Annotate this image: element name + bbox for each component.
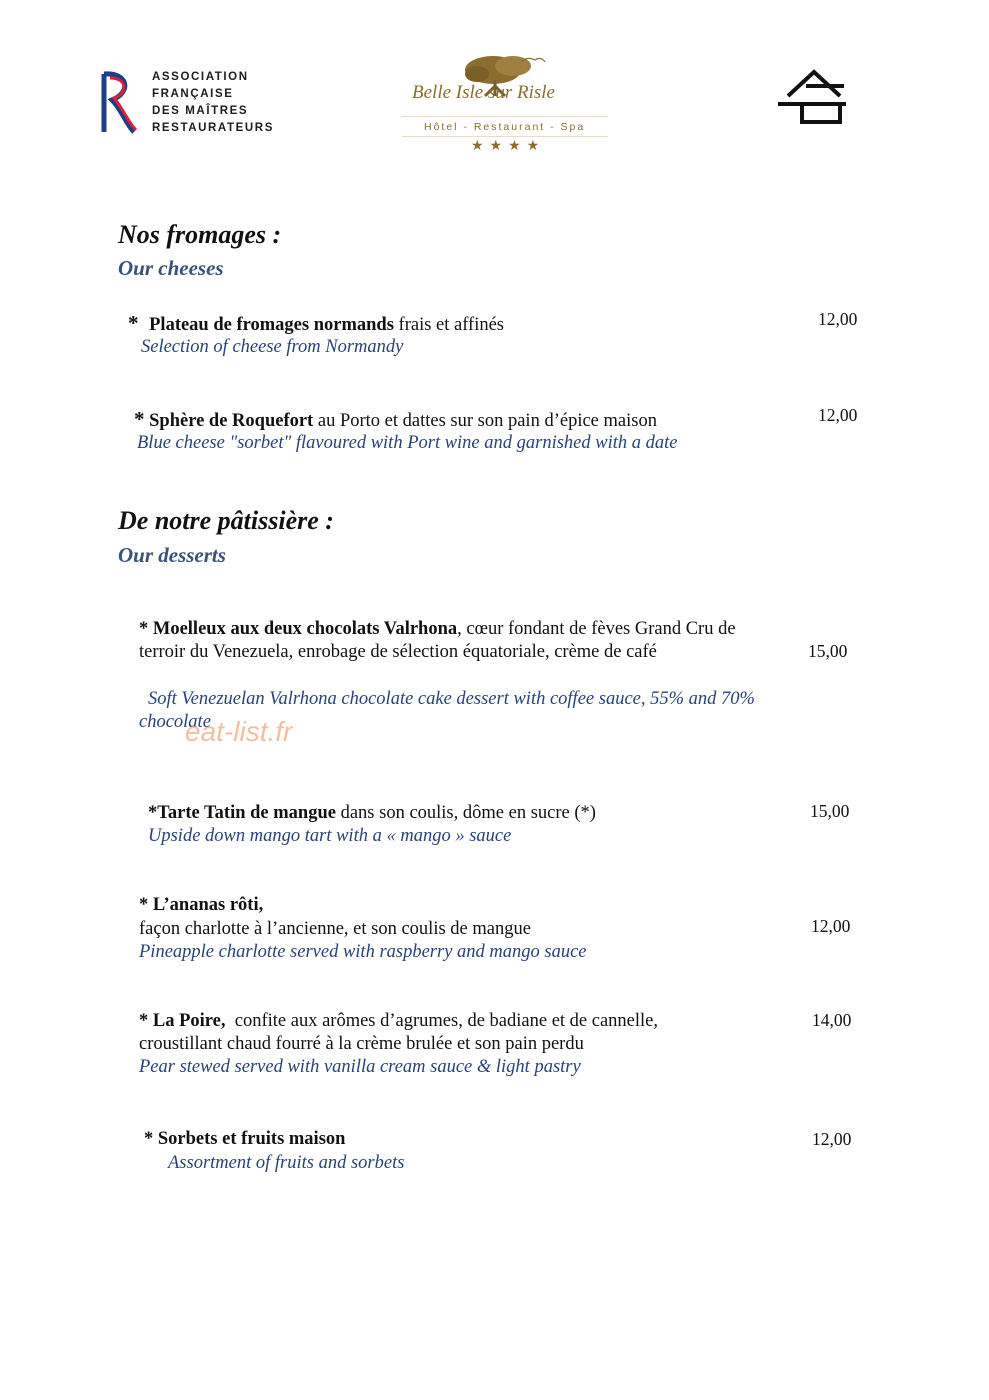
- item-name: Sphère de Roquefort: [149, 411, 314, 431]
- item-name: Plateau de fromages normands: [149, 315, 394, 335]
- association-line: RESTAURATEURS: [152, 122, 274, 134]
- section-title-desserts: De notre pâtissière :: [118, 506, 334, 535]
- belle-isle-logo: [400, 52, 610, 162]
- brand-divider: [402, 136, 608, 137]
- menu-item-poire: [139, 1010, 719, 1056]
- menu-item-moelleux: [139, 618, 771, 664]
- item-price: 14,00: [812, 1010, 852, 1030]
- item-english: Soft Venezuelan Valrhona chocolate cake dessert with coffee sauce, 55% and 70% chocolate: [139, 689, 755, 732]
- section-title-cheeses: Nos fromages :: [118, 220, 282, 249]
- item-english: Blue cheese "sorbet" flavoured with Port wine and garnished with a date: [137, 433, 678, 453]
- watermark: eat-list.fr: [185, 716, 293, 747]
- item-name: La Poire,: [152, 1011, 226, 1031]
- item-star: *: [134, 407, 145, 431]
- item-price: 12,00: [811, 916, 851, 936]
- menu-item-ananas: [139, 894, 263, 917]
- r-monogram-icon: [98, 70, 138, 136]
- item-star: *: [139, 895, 153, 915]
- association-line: FRANÇAISE: [152, 88, 234, 100]
- item-name: Sorbets et fruits maison: [157, 1129, 346, 1149]
- item-name: L’ananas rôti,: [152, 895, 264, 915]
- menu-item-plateau: [128, 312, 504, 337]
- item-description: façon charlotte à l’ancienne, et son coulis de mangue: [139, 919, 531, 939]
- item-description: confite aux arômes d’agrumes, de badiane et de cannelle, croustillant chaud fourré à la crème brulée et son pain perdu: [139, 1011, 663, 1054]
- item-english: Upside down mango tart with a « mango » sauce: [148, 826, 512, 846]
- item-star: *: [139, 619, 153, 639]
- item-english: Assortment of fruits and sorbets: [168, 1153, 405, 1173]
- house-icon: [776, 68, 848, 126]
- item-price: 12,00: [818, 309, 858, 329]
- item-star: *: [144, 1129, 158, 1149]
- item-description: dans son coulis, dôme en sucre (*): [335, 803, 596, 823]
- item-description: frais et affinés: [393, 315, 505, 335]
- brand-divider: [402, 116, 608, 117]
- item-price: 15,00: [810, 801, 850, 821]
- association-name: [152, 69, 274, 137]
- brand-name: Belle Isle sur Risle: [412, 82, 555, 103]
- menu-item-tatin: [148, 802, 596, 825]
- item-star: *: [139, 1011, 153, 1031]
- menu-item-roquefort: [134, 408, 657, 433]
- section-subtitle-desserts: Our desserts: [118, 543, 226, 567]
- association-line: DES MAÎTRES: [152, 105, 249, 117]
- item-english: Selection of cheese from Normandy: [141, 337, 404, 357]
- item-price: 15,00: [808, 641, 848, 661]
- item-price: 12,00: [812, 1129, 852, 1149]
- fait-maison-logo: [776, 68, 848, 126]
- maitres-restaurateurs-logo: [98, 70, 138, 136]
- menu-item-sorbets: [144, 1128, 345, 1151]
- item-star: *: [128, 311, 139, 335]
- item-english: Pineapple charlotte served with raspberry and mango sauce: [139, 942, 587, 962]
- item-description: , cœur fondant de fèves Grand Cru de terroir du Venezuela, enrobage de sélection équatoriale, crème de café: [139, 619, 736, 662]
- item-price: 12,00: [818, 405, 858, 425]
- brand-stars: ★★★★: [471, 139, 546, 154]
- brand-tagline: Hôtel - Restaurant - Spa: [424, 121, 586, 133]
- association-line: ASSOCIATION: [152, 71, 249, 83]
- item-name: Moelleux aux deux chocolats Valrhona: [152, 619, 458, 639]
- item-description: au Porto et dattes sur son pain d’épice maison: [313, 411, 657, 431]
- item-name: Tarte Tatin de mangue: [157, 803, 336, 823]
- item-english: Pear stewed served with vanilla cream sauce & light pastry: [139, 1057, 581, 1077]
- item-star: *: [148, 803, 158, 823]
- section-subtitle-cheeses: Our cheeses: [118, 256, 224, 280]
